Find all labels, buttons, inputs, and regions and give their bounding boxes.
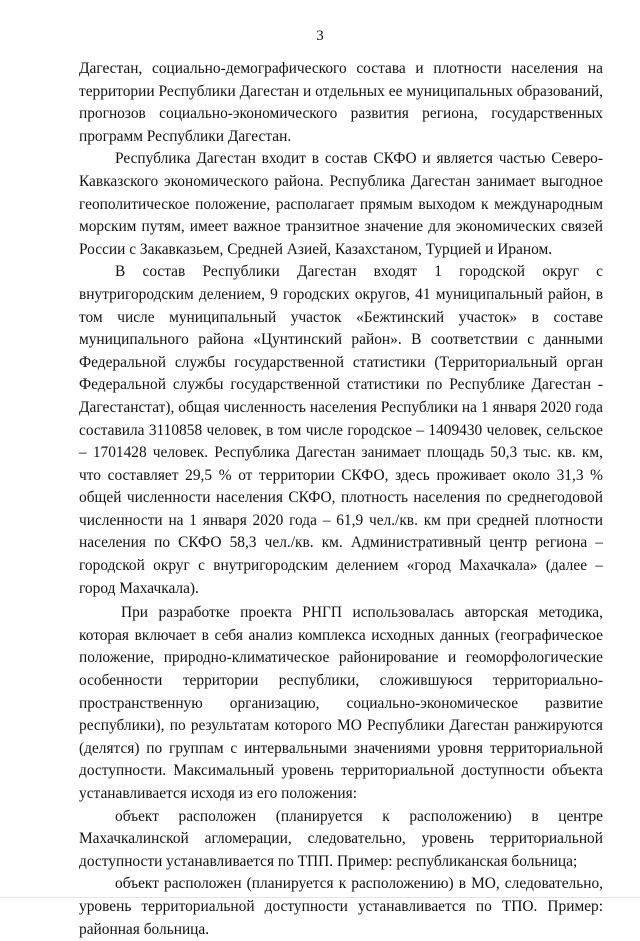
- paragraph-list-item-tpp: объект расположен (планируется к расположению) в центре Махачкалинской агломерации, следовательно, уровень территориальной доступности устанавливается по ТПП. Пример: республиканская больница;: [79, 807, 603, 870]
- scan-bottom-edge: [0, 897, 640, 898]
- paragraph-list-item-tpo: объект расположен (планируется к расположению) в МО, следовательно, уровень территориальной доступности устанавливается по ТПО. Пример: районная больница.: [79, 875, 603, 938]
- paragraph-methodology: При разработке проекта РНГП использовалась авторская методика, которая включает в себя анализ комплекса исходных данных (географическое положение, природно-климатическое районирование и геоморфологические особенности территории республики, сложившуюся территориально-пространственную организацию, социально-экономическое развитие республики), по результатам которого МО Республики Дагестан ранжируются (делятся) по группам с интервальными значениями уровня территориальной доступности. Максимальный уровень территориальной доступности объекта устанавливается исходя из его положения:: [79, 604, 603, 802]
- document-body: [79, 58, 603, 941]
- paragraph-continuation: Дагестан, социально-демографического состава и плотности населения на территории Республики Дагестан и отдельных ее муниципальных образований, прогнозов социально-экономического развития региона, государственных программ Республики Дагестан.: [79, 60, 603, 145]
- paragraph-geopolitics: Республика Дагестан входит в состав СКФО и является частью Северо-Кавказского экономического района. Республика Дагестан занимает выгодное геополитическое положение, располагает прямым выходом к международным морским путям, имеет важное транзитное значение для экономических связей России с Закавказьем, Средней Азией, Казахстаном, Турцией и Ираном.: [79, 150, 603, 258]
- page-number: 3: [316, 28, 324, 44]
- paragraph-administrative-division: В состав Республики Дагестан входят 1 городской округ с внутригородским делением, 9 городских округов, 41 муниципальный район, в том числе муниципальный участок «Бежтинский участок» в составе муниципального района «Цунтинский район». В соответствии с данными Федеральной службы государственной статистики (Территориальный орган Федеральной службы государственной статистики по Республике Дагестан - Дагестанстат), общая численность населения Республики на 1 января 2020 года составила 3110858 человек, в том числе городское – 1409430 человек, сельское – 1701428 человек. Республика Дагестан занимает площадь 50,3 тыс. кв. км, что составляет 29,5 % от территории СКФО, здесь проживает около 31,3 % общей численности населения СКФО, плотность населения по среднегодовой численности на 1 января 2020 года – 61,9 чел./кв. км при средней плотности населения по СКФО 58,3 чел./кв. км. Административный центр региона – городской округ с внутригородским делением «город Махачкала» (далее – город Махачкала).: [79, 263, 603, 597]
